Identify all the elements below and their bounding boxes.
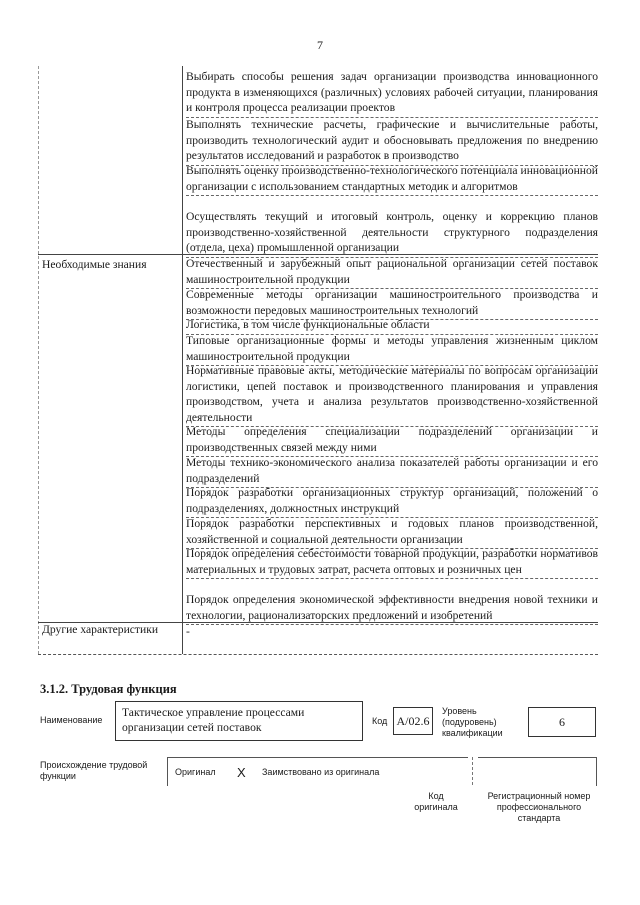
other-characteristics-value: - bbox=[186, 625, 190, 638]
knowledge-item: Порядок определения экономической эффективности внедрения новой техники и технологии, рационализаторских предложений и изобретений bbox=[186, 592, 598, 625]
row-divider bbox=[38, 254, 598, 255]
knowledge-item: Порядок определения себестоимости товарной продукции, разработки нормативов материальных и трудовых затрат, расчета оптовых и розничных цен bbox=[186, 546, 598, 579]
registration-box bbox=[478, 757, 597, 786]
code-label: Код bbox=[372, 716, 388, 726]
original-checkmark: X bbox=[237, 765, 246, 780]
origin-label: Происхождение трудовой функции bbox=[40, 760, 148, 781]
skill-item: Осуществлять текущий и итоговый контроль, оценку и коррекцию планов производственно-хозяйственной деятельности структурного подразделения (отдела, цеха) промышленной организации bbox=[186, 209, 598, 258]
section-title: 3.1.2. Трудовая функция bbox=[40, 682, 177, 696]
name-label: Наименование bbox=[40, 715, 103, 725]
knowledge-item: Логистика, в том числе функциональные области bbox=[186, 317, 598, 335]
registration-number-label: Регистрационный номер профессионального стандарта bbox=[487, 791, 591, 823]
original-label: Оригинал bbox=[175, 767, 216, 777]
table-column-divider bbox=[182, 66, 183, 654]
code-original-label: Код оригинала bbox=[414, 791, 458, 812]
borrowed-label: Заимствовано из оригинала bbox=[262, 767, 380, 777]
knowledge-item: Порядок разработки организационных структур организаций, положений о подразделениях, должностных инструкций bbox=[186, 485, 598, 518]
knowledge-item: Отечественный и зарубежный опыт рациональной организации сетей поставок машиностроительной продукции bbox=[186, 256, 598, 289]
knowledge-item: Современные методы организации машиностроительного производства и возможности передовых машиностроительных технологий bbox=[186, 287, 598, 320]
skill-item: Выполнять оценку производственно-технологического потенциала инновационной организации с использованием стандартных методик и алгоритмов bbox=[186, 163, 598, 196]
knowledge-item: Методы технико-экономического анализа показателей работы организации и его подразделений bbox=[186, 455, 598, 488]
level-label: Уровень (подуровень) квалификации bbox=[442, 706, 503, 738]
knowledge-item: Методы определения специализации подразделений организации и производственных связей между ними bbox=[186, 424, 598, 457]
function-name-box: Тактическое управление процессами организации сетей поставок bbox=[115, 701, 363, 741]
knowledge-item: Нормативные правовые акты, методические материалы по вопросам организации логистики, цепей поставок и производственного планирования и управления производством, учета и анализа результатов производственно-хозяйственной деятельности bbox=[186, 363, 598, 427]
page-number: 7 bbox=[317, 38, 323, 52]
knowledge-item: Порядок разработки перспективных и годовых планов производственной, хозяйственной и социальной деятельности организации bbox=[186, 516, 598, 549]
other-characteristics-label: Другие характеристики bbox=[42, 623, 159, 636]
knowledge-label: Необходимые знания bbox=[42, 258, 147, 271]
knowledge-item: Типовые организационные формы и методы управления жизненным циклом машиностроительной продукции bbox=[186, 333, 598, 366]
knowledge-skills-table bbox=[38, 66, 598, 655]
skill-item: Выбирать способы решения задач организации производства инновационного продукта в изменяющихся (различных) условиях рабочей ситуации, планирования и контроля процесса реализации проектов bbox=[186, 69, 598, 118]
table-left-border bbox=[38, 66, 39, 654]
origin-divider bbox=[472, 757, 473, 785]
code-box: А/02.6 bbox=[393, 707, 433, 735]
skill-item: Выполнять технические расчеты, графические и вычислительные работы, производить технологический аудит и обосновывать предложения по внедрению результатов исследований и разработок в производство bbox=[186, 117, 598, 166]
level-box: 6 bbox=[528, 707, 596, 737]
